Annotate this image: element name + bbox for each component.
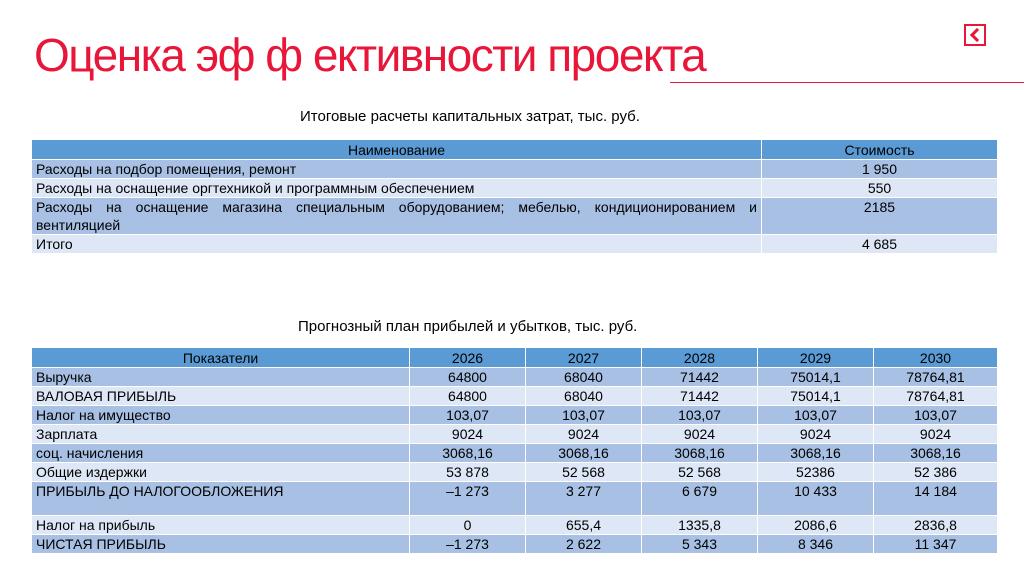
pnl-caption: Прогнозный план прибылей и убытков, тыс. руб. <box>298 318 638 335</box>
page-title: Оценка эф ф ективности проекта <box>34 29 706 81</box>
back-button[interactable] <box>964 24 986 46</box>
pnl-value: 3068,16 <box>642 444 758 463</box>
table-row <box>32 198 998 235</box>
pnl-value: 103,07 <box>642 406 758 425</box>
pnl-value: 64800 <box>410 368 526 387</box>
pnl-value: 9024 <box>642 425 758 444</box>
pnl-value: 5 343 <box>642 535 758 554</box>
pnl-value: 71442 <box>642 387 758 406</box>
table-row <box>32 463 998 482</box>
pnl-indicator: Общие издержки <box>32 463 410 482</box>
table-row <box>32 406 998 425</box>
pnl-table <box>31 347 998 554</box>
pnl-value: 2086,6 <box>758 516 874 535</box>
pnl-value: 52 568 <box>642 463 758 482</box>
pnl-value: 9024 <box>526 425 642 444</box>
back-icon <box>969 28 983 42</box>
pnl-value: 11 347 <box>874 535 998 554</box>
pnl-value: 1335,8 <box>642 516 758 535</box>
pnl-value: 3068,16 <box>758 444 874 463</box>
pnl-value: –1 273 <box>410 535 526 554</box>
pnl-indicator: Зарплата <box>32 425 410 444</box>
pnl-value: 655,4 <box>526 516 642 535</box>
capex-total-label: Итого <box>32 235 762 254</box>
pnl-value: 68040 <box>526 368 642 387</box>
pnl-value: 6 679 <box>642 482 758 516</box>
pnl-value: 75014,1 <box>758 387 874 406</box>
pnl-value: 2836,8 <box>874 516 998 535</box>
capex-item-name: Расходы на оснащение магазина специальным оборудованием; мебелью, кондиционированием и вентиляцией <box>32 198 762 235</box>
capex-item-cost: 1 950 <box>762 160 998 179</box>
pnl-value: 52 568 <box>526 463 642 482</box>
pnl-value: 9024 <box>410 425 526 444</box>
pnl-value: 75014,1 <box>758 368 874 387</box>
table-row <box>32 160 998 179</box>
pnl-value: –1 273 <box>410 482 526 516</box>
table-row <box>32 535 998 554</box>
pnl-header-year: 2026 <box>410 348 526 368</box>
pnl-header-indicator: Показатели <box>32 348 410 368</box>
capex-table <box>31 139 998 254</box>
pnl-value: 3068,16 <box>410 444 526 463</box>
pnl-value: 9024 <box>874 425 998 444</box>
pnl-indicator: соц. начисления <box>32 444 410 463</box>
pnl-header-year: 2027 <box>526 348 642 368</box>
pnl-value: 78764,81 <box>874 368 998 387</box>
pnl-value: 103,07 <box>874 406 998 425</box>
pnl-header-year: 2028 <box>642 348 758 368</box>
table-row <box>32 444 998 463</box>
capex-item-cost: 2185 <box>762 198 998 235</box>
pnl-value: 52386 <box>758 463 874 482</box>
table-row <box>32 368 998 387</box>
pnl-header-row <box>32 348 998 368</box>
capex-header-cost: Стоимость <box>762 140 998 160</box>
pnl-value: 71442 <box>642 368 758 387</box>
table-row <box>32 425 998 444</box>
capex-total-cost: 4 685 <box>762 235 998 254</box>
pnl-value: 14 184 <box>874 482 998 516</box>
table-row <box>32 235 998 254</box>
capex-item-cost: 550 <box>762 179 998 198</box>
pnl-value: 53 878 <box>410 463 526 482</box>
pnl-indicator: ВАЛОВАЯ ПРИБЫЛЬ <box>32 387 410 406</box>
pnl-value: 78764,81 <box>874 387 998 406</box>
pnl-value: 103,07 <box>526 406 642 425</box>
capex-item-name: Расходы на подбор помещения, ремонт <box>32 160 762 179</box>
table-row <box>32 516 998 535</box>
pnl-header-year: 2030 <box>874 348 998 368</box>
pnl-value: 3068,16 <box>874 444 998 463</box>
pnl-value: 8 346 <box>758 535 874 554</box>
pnl-value: 103,07 <box>758 406 874 425</box>
pnl-value: 10 433 <box>758 482 874 516</box>
title-underline <box>670 82 1024 83</box>
pnl-indicator: Выручка <box>32 368 410 387</box>
table-row <box>32 179 998 198</box>
pnl-value: 3 277 <box>526 482 642 516</box>
pnl-header-year: 2029 <box>758 348 874 368</box>
capex-item-name: Расходы на оснащение оргтехникой и программным обеспечением <box>32 179 762 198</box>
pnl-indicator: ПРИБЫЛЬ ДО НАЛОГООБЛОЖЕНИЯ <box>32 482 410 516</box>
pnl-indicator: Налог на имущество <box>32 406 410 425</box>
pnl-value: 52 386 <box>874 463 998 482</box>
pnl-value: 3068,16 <box>526 444 642 463</box>
table-row <box>32 482 998 516</box>
pnl-value: 64800 <box>410 387 526 406</box>
capex-caption: Итоговые расчеты капитальных затрат, тыс. руб. <box>300 108 640 125</box>
table-row <box>32 387 998 406</box>
pnl-value: 0 <box>410 516 526 535</box>
pnl-indicator: ЧИСТАЯ ПРИБЫЛЬ <box>32 535 410 554</box>
capex-header-name: Наименование <box>32 140 762 160</box>
pnl-value: 68040 <box>526 387 642 406</box>
pnl-value: 2 622 <box>526 535 642 554</box>
pnl-value: 103,07 <box>410 406 526 425</box>
capex-header-row <box>32 140 998 160</box>
pnl-indicator: Налог на прибыль <box>32 516 410 535</box>
pnl-value: 9024 <box>758 425 874 444</box>
